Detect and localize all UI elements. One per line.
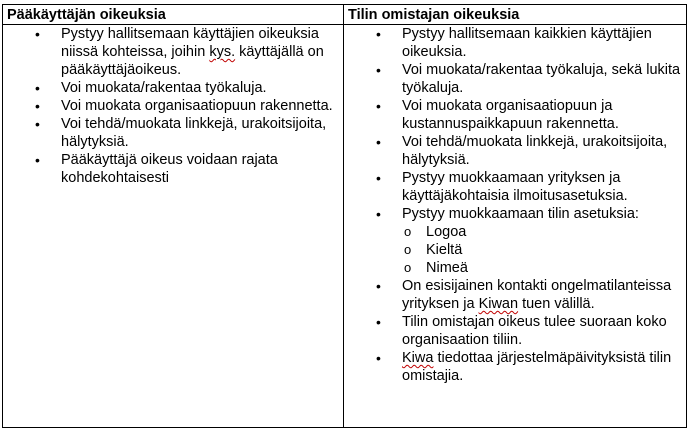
account-settings-sublist <box>402 223 682 277</box>
list-item: • Voi tehdä/muokata linkkejä, urakoitsijoita, hälytyksiä. <box>3 115 343 151</box>
list-item: • Voi muokata/rakentaa työkaluja. <box>3 79 343 97</box>
content-row <box>3 25 687 428</box>
list-item: • Pääkäyttäjä oikeus voidaan rajata kohdekohtaisesti <box>3 151 343 187</box>
list-item: • Pystyy hallitsemaan käyttäjien oikeuksia niissä kohteissa, joihin kys. käyttäjällä on pääkäyttäjäoikeus. <box>3 25 343 79</box>
admin-rights-cell <box>3 25 344 428</box>
rights-table <box>2 4 687 428</box>
spellcheck-word: Kiwa <box>402 350 434 366</box>
sub-list-item: o Kieltä <box>402 241 682 259</box>
owner-rights-list <box>344 25 686 385</box>
sub-list-item: o Logoa <box>402 223 682 241</box>
header-row <box>3 5 687 25</box>
list-item: • Tilin omistajan oikeus tulee suoraan koko organisaation tiliin. <box>344 313 686 349</box>
header-owner-rights: Tilin omistajan oikeuksia <box>344 5 687 25</box>
list-item: • Pystyy muokkaamaan tilin asetuksia: o Logoa o Kieltä o Nimeä <box>344 205 686 277</box>
list-item: • Voi muokata organisaatiopuun rakennetta. <box>3 97 343 115</box>
admin-rights-list <box>3 25 343 187</box>
list-item: • Voi muokata organisaatiopuun ja kustannuspaikkapuun rakennetta. <box>344 97 686 133</box>
list-item: • On esisijainen kontakti ongelmatilanteissa yrityksen ja Kiwan tuen välillä. <box>344 277 686 313</box>
owner-rights-cell <box>344 25 687 428</box>
spellcheck-word: Kiwan <box>478 296 519 312</box>
list-item: • Pystyy hallitsemaan kaikkien käyttäjien oikeuksia. <box>344 25 686 61</box>
list-item: • Voi tehdä/muokata linkkejä, urakoitsijoita, hälytyksiä. <box>344 133 686 169</box>
header-admin-rights: Pääkäyttäjän oikeuksia <box>3 5 344 25</box>
list-item: • Kiwa tiedottaa järjestelmäpäivityksistä tilin omistajia. <box>344 349 686 385</box>
sub-list-item: o Nimeä <box>402 259 682 277</box>
spellcheck-word: kys. <box>209 44 236 60</box>
list-item: • Pystyy muokkaamaan yrityksen ja käyttäjäkohtaisia ilmoitusasetuksia. <box>344 169 686 205</box>
list-item: • Voi muokata/rakentaa työkaluja, sekä lukita työkaluja. <box>344 61 686 97</box>
